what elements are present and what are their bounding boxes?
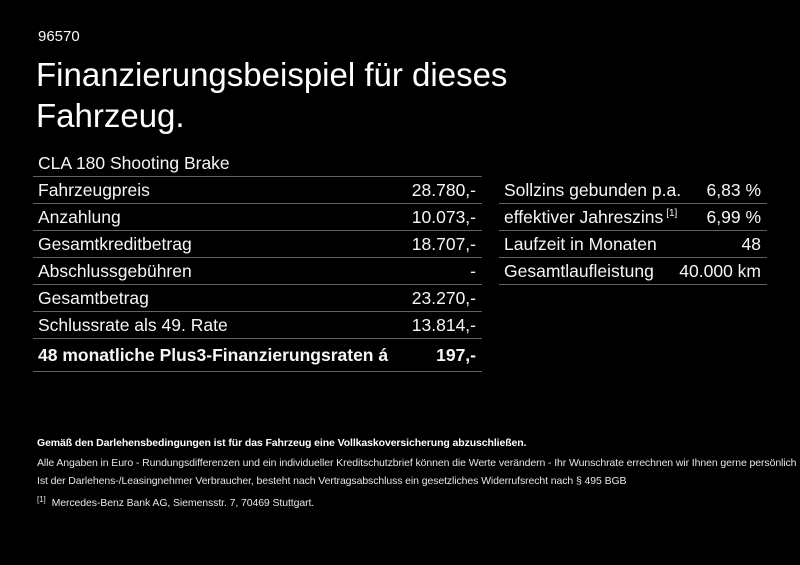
table-row (499, 258, 767, 285)
table-row (499, 204, 767, 231)
row-label: 48 monatliche Plus3-Finanzierungsraten á (38, 345, 389, 365)
table-row (499, 231, 767, 258)
table-row (33, 204, 482, 231)
row-label: Laufzeit in Monaten (504, 234, 657, 254)
table-row (499, 177, 767, 204)
row-value: 48 (741, 234, 761, 254)
disclaimer-line: Alle Angaben in Euro - Rundungsdifferenzen und ein individueller Kreditschutzbrief können die Werte verändern - Ihr Wunschrate errechnen wir Ihnen gerne persönlich (37, 457, 797, 469)
footnote-text: Mercedes-Benz Bank AG, Siemensstr. 7, 70469 Stuttgart. (51, 497, 315, 509)
insurance-note: Gemäß den Darlehensbedingungen ist für das Fahrzeug eine Vollkaskoversicherung abzuschließen. (37, 437, 527, 449)
row-label: effektiver Jahreszins [1] (504, 207, 678, 227)
financing-table (33, 150, 482, 372)
footnote-ref: [1] (666, 208, 678, 220)
row-value: 28.780,- (411, 180, 476, 200)
page-title: Finanzierungsbeispiel für dieses Fahrzeug. (36, 56, 508, 134)
vehicle-model-row (33, 150, 482, 177)
footer-notes (37, 437, 796, 510)
table-row (33, 177, 482, 204)
row-label: Abschlussgebühren (38, 261, 192, 281)
row-value: 13.814,- (411, 315, 476, 335)
vehicle-model: CLA 180 Shooting Brake (38, 153, 230, 173)
offer-code: 96570 (38, 28, 80, 45)
row-value: 40.000 km (679, 261, 761, 281)
table-row (33, 231, 482, 258)
row-label: Anzahlung (38, 207, 121, 227)
footnote-marker: [1] (37, 494, 46, 504)
tables-section (33, 150, 767, 372)
row-label: Gesamtlaufleistung (504, 261, 654, 281)
row-value: 6,99 % (706, 207, 761, 227)
row-label: Fahrzeugpreis (38, 180, 150, 200)
row-label: Gesamtbetrag (38, 288, 149, 308)
monthly-rate-row (33, 339, 482, 372)
row-label: Sollzins gebunden p.a. (504, 180, 682, 200)
row-value: 18.707,- (411, 234, 476, 254)
row-value: 10.073,- (411, 207, 476, 227)
row-value: 23.270,- (411, 288, 476, 308)
row-value: 6,83 % (706, 180, 761, 200)
table-row (33, 312, 482, 339)
conditions-table (499, 177, 767, 372)
row-value: 197,- (436, 345, 476, 365)
row-label: Schlussrate als 49. Rate (38, 315, 228, 335)
row-label: Gesamtkreditbetrag (38, 234, 192, 254)
table-row (33, 258, 482, 285)
row-value: - (470, 261, 476, 281)
disclaimer-line: Ist der Darlehens-/Leasingnehmer Verbraucher, besteht nach Vertragsabschluss ein gesetzliches Widerrufsrecht nach § 495 BGB (37, 475, 627, 487)
footnote (37, 494, 796, 510)
table-row (33, 285, 482, 312)
